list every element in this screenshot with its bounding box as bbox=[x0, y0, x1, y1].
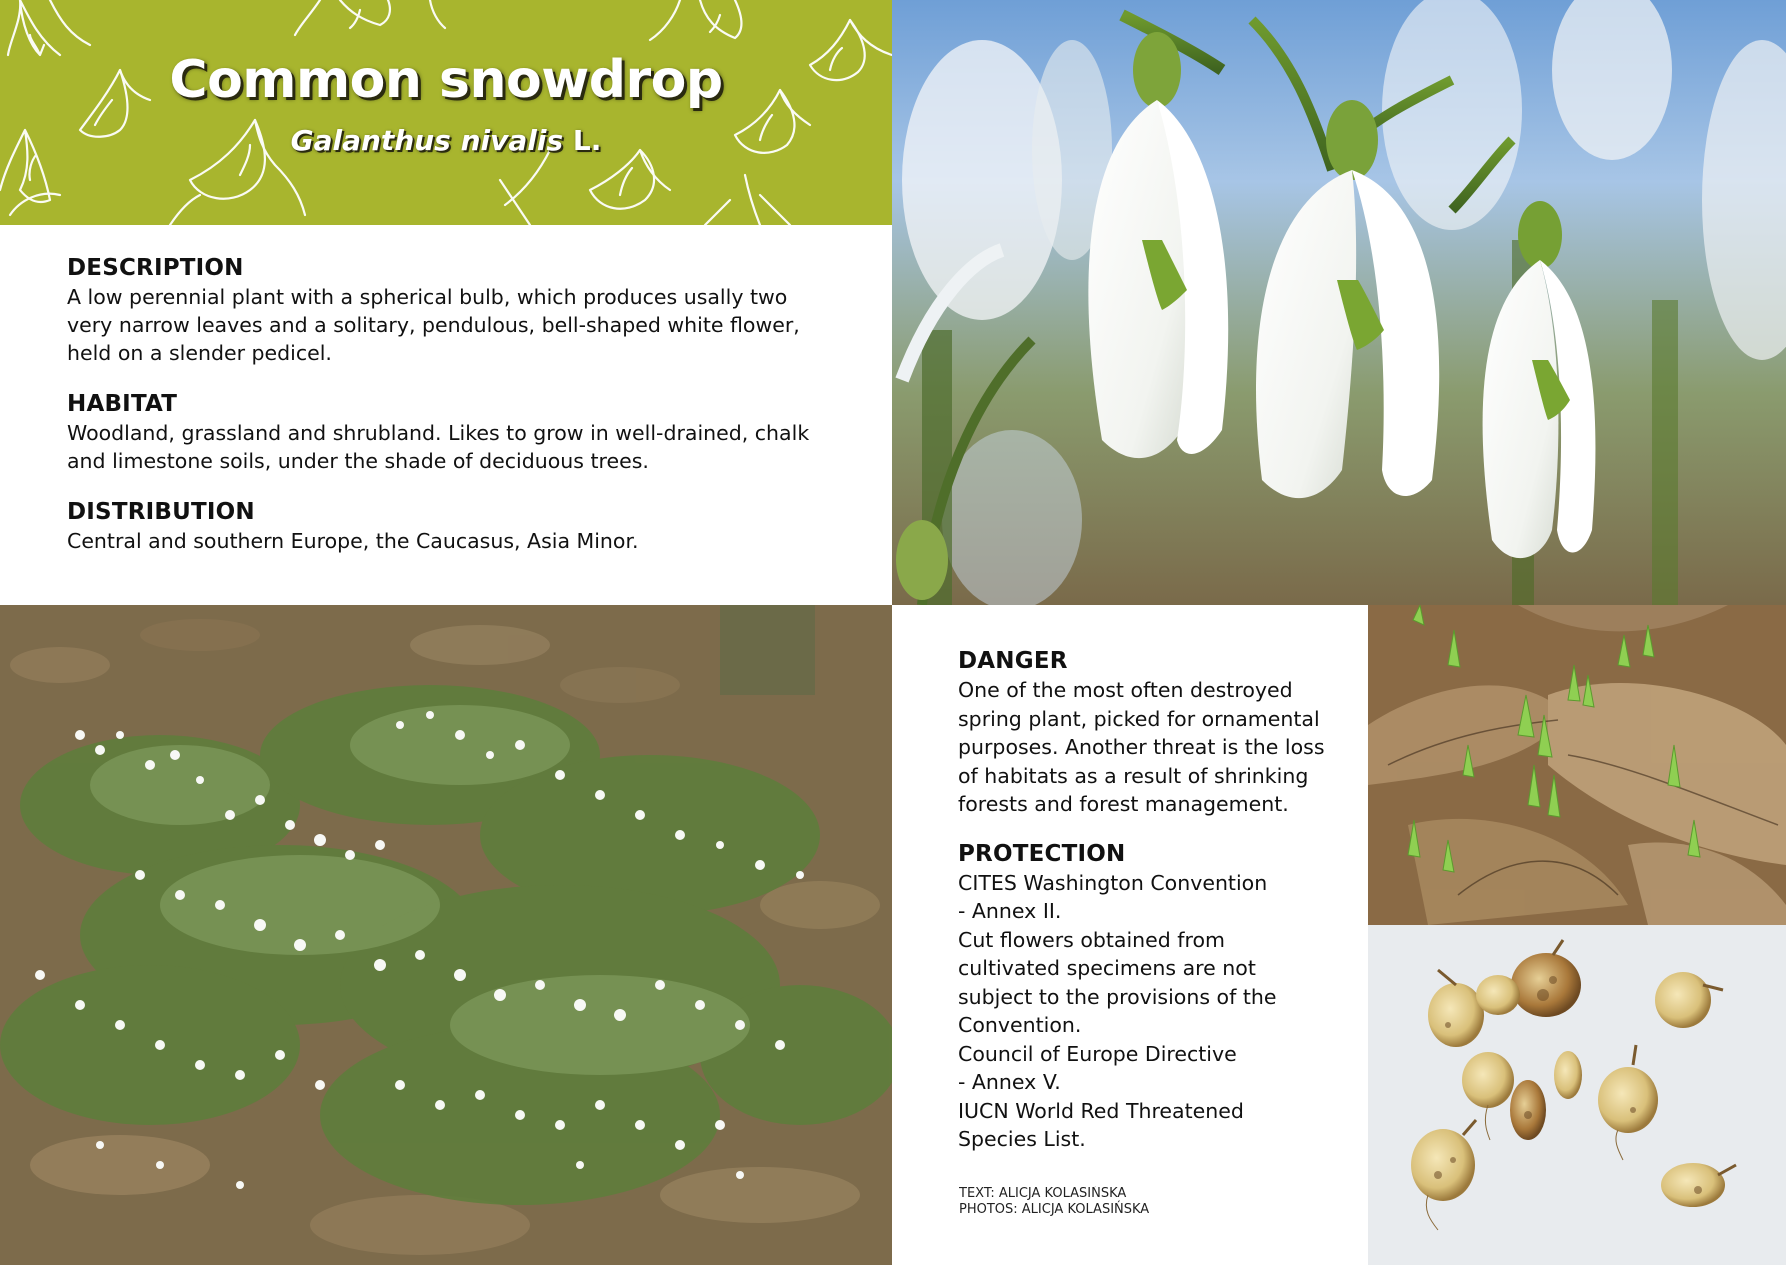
protection-line: IUCN World Red Threatened bbox=[958, 1098, 1244, 1123]
text-credit: TEXT: ALICJA KOLASIŃSKA bbox=[959, 1186, 1127, 1201]
credits bbox=[959, 1186, 1359, 1218]
distribution-section bbox=[67, 498, 847, 555]
habitat-line: Woodland, grassland and shrubland. Likes to grow in well-drained, chalk bbox=[67, 421, 810, 445]
protection-line: CITES Washington Convention bbox=[958, 870, 1268, 895]
description-line: A low perennial plant with a spherical bulb, which produces usally two bbox=[67, 285, 788, 309]
page-title: Common snowdrop bbox=[169, 50, 723, 110]
protection-line: subject to the provisions of the bbox=[958, 984, 1277, 1009]
protection-line: - Annex II. bbox=[958, 899, 1062, 923]
latin-binomial: Galanthus nivalis bbox=[290, 124, 564, 157]
danger-line: of habitats as a result of shrinking bbox=[958, 763, 1309, 788]
shoots-illustration bbox=[1368, 605, 1786, 925]
protection-line: Cut flowers obtained from bbox=[958, 927, 1226, 952]
distribution-line: Central and southern Europe, the Caucasus, Asia Minor. bbox=[67, 529, 639, 553]
snowdrop-shoots-photo bbox=[1368, 605, 1786, 925]
info-sections bbox=[67, 254, 847, 578]
header-banner bbox=[0, 0, 892, 225]
distribution-heading: DISTRIBUTION bbox=[67, 499, 255, 525]
flowers-illustration bbox=[892, 0, 1786, 605]
description-line: held on a slender pedicel. bbox=[67, 341, 332, 365]
distribution-text bbox=[67, 527, 847, 555]
description-section bbox=[67, 254, 847, 367]
habitat-text bbox=[67, 419, 847, 475]
protection-line: Species List. bbox=[958, 1127, 1086, 1151]
description-line: very narrow leaves and a solitary, pendulous, bell-shaped white flower, bbox=[67, 313, 800, 337]
description-heading: DESCRIPTION bbox=[67, 255, 244, 281]
snowdrop-bulbs-photo bbox=[1368, 925, 1786, 1265]
danger-line: spring plant, picked for ornamental bbox=[958, 706, 1320, 731]
habitat-heading: HABITAT bbox=[67, 391, 178, 417]
latin-name bbox=[0, 124, 892, 157]
danger-heading: DANGER bbox=[958, 648, 1068, 674]
field-illustration bbox=[0, 605, 892, 1265]
danger-section bbox=[958, 647, 1358, 819]
latin-author: L. bbox=[572, 124, 602, 157]
danger-text bbox=[958, 676, 1358, 819]
snowdrop-flowers-photo bbox=[892, 0, 1786, 605]
protection-line: Convention. bbox=[958, 1013, 1082, 1037]
habitat-section bbox=[67, 390, 847, 475]
danger-line: forests and forest management. bbox=[958, 792, 1289, 816]
habitat-line: and limestone soils, under the shade of deciduous trees. bbox=[67, 449, 649, 473]
bulbs-illustration bbox=[1368, 925, 1786, 1265]
protection-heading: PROTECTION bbox=[958, 840, 1126, 867]
danger-protection-sections bbox=[958, 647, 1358, 1175]
danger-line: One of the most often destroyed bbox=[958, 678, 1293, 702]
snowdrop-pattern-decoration bbox=[0, 0, 892, 225]
protection-line: - Annex V. bbox=[958, 1070, 1061, 1094]
protection-line: Council of Europe Directive bbox=[958, 1041, 1237, 1066]
snowdrop-field-photo bbox=[0, 605, 892, 1265]
photo-credit: PHOTOS: ALICJA KOLASIŃSKA bbox=[959, 1202, 1150, 1217]
protection-text bbox=[958, 869, 1358, 1154]
danger-line: purposes. Another threat is the loss bbox=[958, 735, 1325, 759]
description-text bbox=[67, 283, 847, 367]
protection-line: cultivated specimens are not bbox=[958, 956, 1256, 980]
protection-section bbox=[958, 840, 1358, 1154]
